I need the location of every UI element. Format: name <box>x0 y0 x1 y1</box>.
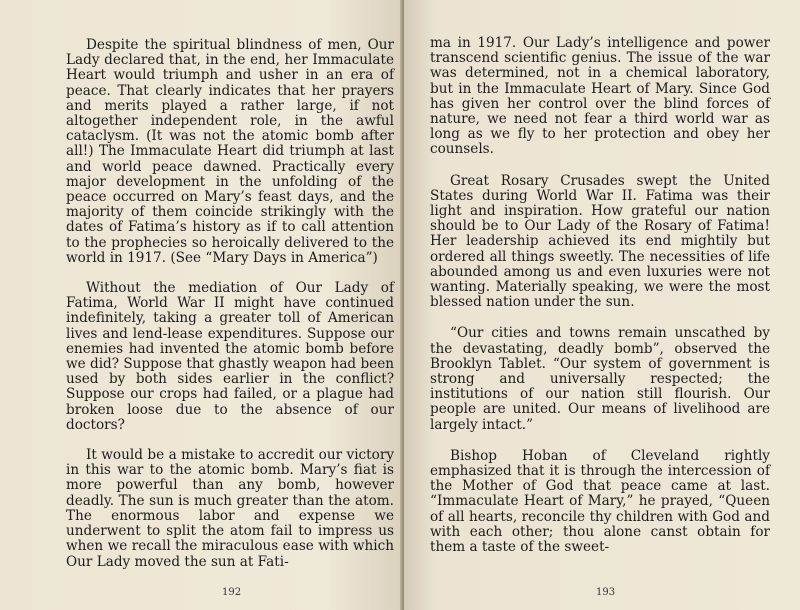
right-paragraph-4: Bishop Hoban of Cleveland rightly emphasized that it is through the intercession of the Mother of God that peace came at last. “Immaculate Heart of Mary,” he prayed, “Queen of all hearts, reconcile thy children with God and with each other; thou alone canst obtain for them a taste of the sweet- <box>430 447 770 556</box>
left-paragraph-3: It would be a mistake to accredit our victory in this war to the atomic bomb. Mary’s fiat is more powerful than any bomb, however deadly. The sun is much greater than the atom. The enormous labor and expense we underwent to split the atom fail to impress us when we recall the miraculous ease with which Our Lady moved the sun at Fati- <box>66 447 394 570</box>
right-paragraph-1: ma in 1917. Our Lady’s intelligence and power transcend scientific genius. The issue of the war was determined, not in a chemical laboratory, but in the Immaculate Heart of Mary. Since God has given her control over the blind forces of nature, we need not fear a third world war as long as we fly to her protection and obey her counsels. <box>430 35 770 158</box>
right-paragraph-3: “Our cities and towns remain unscathed by the devastating, deadly bomb”, observed the Brooklyn Tablet. “Our system of government is strong and universally respected; the institutions of our nation still flourish. Our people are united. Our means of livelihood are largely intact.” <box>430 325 770 433</box>
right-paragraph-2: Great Rosary Crusades swept the United States during World War II. Fatima was their light and inspiration. How grateful our nation should be to Our Lady of the Rosary of Fatima! Her leadership achieved its end mightily but ordered all things sweetly. The necessities of life abounded among us and even luxuries were not wanting. Materially speaking, we were the most blessed nation under the sun. <box>430 172 770 311</box>
right-page <box>404 0 800 610</box>
left-page-number: 192 <box>222 587 242 598</box>
left-paragraph-1: Despite the spiritual blindness of men, Our Lady declared that, in the end, her Immaculate Heart would triumph and usher in an era of peace. That clearly indicates that her prayers and merits played a rather large, if not altogether independent role, in the awful cataclysm. (It was not the atomic bomb after all!) The Immaculate Heart did triumph at last and world peace dawned. Practically every major development in the unfolding of the peace occurred on Mary’s feast days, and the majority of them coincide strikingly with the dates of Fatima’s history as if to call attention to the prophecies so heroically delivered to the world in 1917. (See “Mary Days in America”) <box>66 37 394 266</box>
right-page-number: 193 <box>596 587 616 598</box>
left-paragraph-2: Without the mediation of Our Lady of Fatima, World War II might have continued indefinitely, taking a greater toll of American lives and lend-lease expenditures. Suppose our enemies had invented the atomic bomb before we did? Suppose that ghastly weapon had been used by both sides earlier in the conflict? Suppose our crops had failed, or a plague had broken loose due to the absence of our doctors? <box>66 280 394 433</box>
